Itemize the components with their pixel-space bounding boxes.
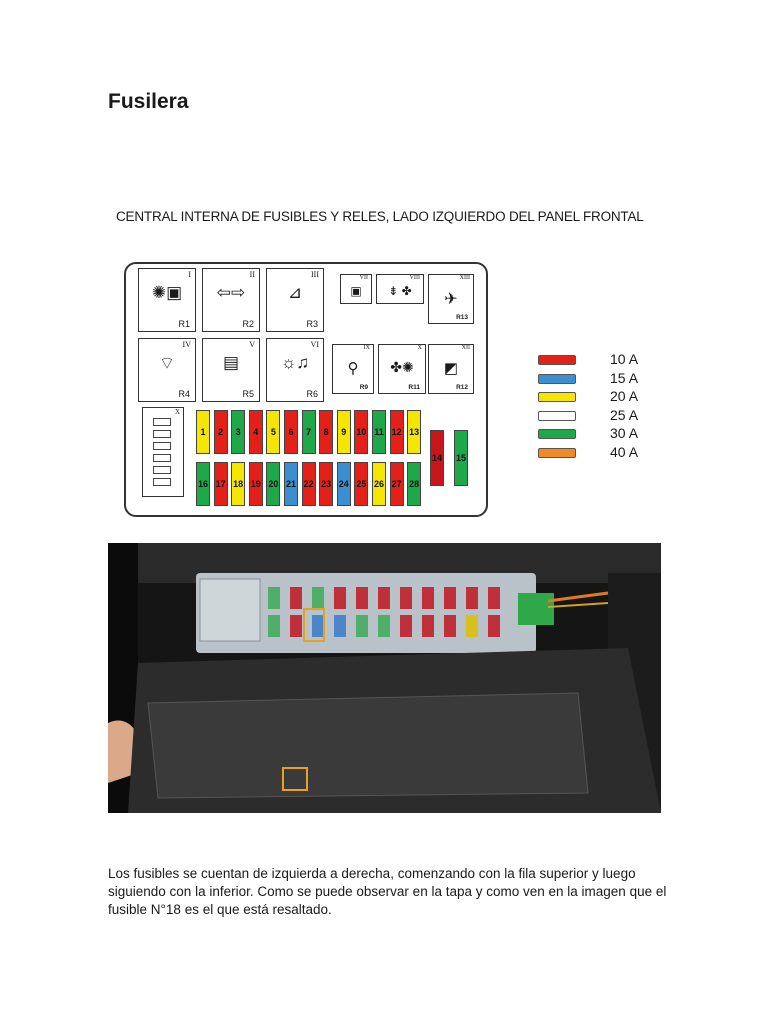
fan-icon: ⇟ ✤: [388, 284, 412, 298]
photo-fuse: [422, 587, 434, 609]
fuse-number: 3: [235, 427, 241, 437]
legend-swatch: [538, 448, 576, 458]
fuse-number: 8: [323, 427, 329, 437]
photo-fuse: [400, 587, 412, 609]
seat-icon: ⚲: [347, 360, 359, 377]
relay-label: R12: [456, 384, 468, 391]
legend-label: 30 A: [610, 425, 639, 441]
fuse-number: 10: [356, 427, 367, 437]
fuse-25: [354, 462, 368, 506]
fuse-box-photo: [108, 543, 661, 813]
relay-roman: III: [311, 270, 319, 279]
relay-roman: VI: [310, 340, 319, 349]
relay-r11: [378, 344, 426, 394]
fuse-7: [302, 410, 316, 454]
fuse-number: 17: [215, 479, 226, 489]
fuse-28: [407, 462, 421, 506]
photo-fuse: [312, 587, 324, 609]
relay-label: R2: [242, 319, 254, 329]
legend-label: 25 A: [610, 406, 639, 423]
relay-pin: [153, 478, 171, 486]
legend-swatch: [538, 392, 576, 402]
fuse-number: 11: [374, 427, 384, 437]
fuse-number: 2: [218, 427, 224, 437]
fan-sun-icon: ✤✺: [390, 359, 414, 375]
fuse-12: [390, 410, 404, 454]
photo-fuse: [466, 587, 478, 609]
relay-pin: [153, 442, 171, 450]
relay-roman: XIII: [459, 275, 470, 281]
photo-fuse: [334, 587, 346, 609]
relay-r8: [376, 274, 424, 304]
relay-pin: [153, 454, 171, 462]
fuse-5: [266, 410, 280, 454]
photo-fuse: [356, 587, 368, 609]
legend-swatch: [538, 411, 576, 421]
photo-fuse: [466, 615, 478, 637]
fuse-panel: [124, 262, 488, 517]
legend-label: 10 A: [610, 351, 639, 367]
windshield-wiper-icon: ⌔: [159, 354, 175, 373]
fuse-19: [249, 462, 263, 506]
fuse-number: 12: [391, 427, 402, 437]
relay-x: [142, 407, 184, 497]
fuse-number: 9: [341, 427, 347, 437]
fuse-2: [214, 410, 228, 454]
fuse-number: 28: [409, 479, 420, 489]
relay-r3: [266, 268, 324, 332]
rear-wiper-icon: ⊿: [287, 283, 303, 302]
relay-roman: VII: [359, 275, 368, 281]
fuse-number: 26: [373, 479, 384, 489]
fuse-number: 24: [338, 479, 349, 489]
fuse-number: 1: [200, 427, 206, 437]
relay-roman: II: [249, 270, 255, 279]
relay-r7: [340, 274, 372, 304]
fuse-10: [354, 410, 368, 454]
light-bell-icon: ☼♫: [280, 353, 310, 372]
relay-roman: XII: [461, 345, 470, 351]
relay-roman: IV: [182, 340, 191, 349]
relay-label: R11: [408, 384, 420, 391]
photo-fuse: [290, 615, 302, 637]
relay-roman: I: [188, 270, 191, 279]
photo-fuse: [488, 615, 500, 637]
fuse-number: 15: [455, 453, 466, 463]
relay-r12: [428, 344, 474, 394]
legend-swatch: [538, 374, 576, 384]
fuse-number: 20: [268, 479, 279, 489]
fuse-13: [407, 410, 421, 454]
relay-label: R9: [359, 384, 368, 391]
relay-label: R6: [306, 389, 318, 399]
relay-pin: [153, 466, 171, 474]
photo-fuse: [444, 587, 456, 609]
diagram-heading: CENTRAL INTERNA DE FUSIBLES Y RELES, LADO IZQUIERDO DEL PANEL FRONTAL: [116, 209, 644, 224]
photo-fuse: [290, 587, 302, 609]
relay-roman: X: [174, 408, 180, 416]
fuse-22: [302, 462, 316, 506]
fuse-27: [390, 462, 404, 506]
photo-fuse: [268, 615, 280, 637]
fuse-number: 27: [391, 479, 402, 489]
fuse-number: 21: [285, 479, 296, 489]
fuse-18: [231, 462, 245, 506]
relay-label: R4: [178, 389, 190, 399]
hazard-arrows-icon: ⇦⇨: [216, 283, 246, 302]
relay-roman: X: [417, 345, 422, 351]
photo-fuse: [334, 615, 346, 637]
fuse-26: [372, 462, 386, 506]
fuse-number: 13: [409, 427, 420, 437]
window-icon: ◩: [443, 360, 459, 377]
legend-swatch: [538, 355, 576, 365]
relay-roman: VIII: [409, 275, 420, 281]
relay-r2: [202, 268, 260, 332]
fog-light-icon: ▣: [350, 284, 362, 298]
fuse-number: 22: [303, 479, 314, 489]
photo-fuse: [400, 615, 412, 637]
relay-pin: [153, 418, 171, 426]
fuse-15: [454, 430, 468, 486]
legend-swatch: [538, 429, 576, 439]
photo-fuse: [312, 615, 324, 637]
relay-r1: [138, 268, 196, 332]
legend-label: 15 A: [610, 369, 639, 386]
fuse-number: 14: [431, 453, 442, 463]
fuse-24: [337, 462, 351, 506]
relay-r13: [428, 274, 474, 324]
fuse-number: 16: [197, 479, 208, 489]
fuse-1: [196, 410, 210, 454]
relay-label: R1: [178, 319, 190, 329]
relay-r9: [332, 344, 374, 394]
fuse-6: [284, 410, 298, 454]
relay-r5: [202, 338, 260, 402]
fuse-21: [284, 462, 298, 506]
rear-defrost-icon: ▤: [222, 353, 240, 372]
fuse-box-photo-image: [108, 543, 661, 813]
fuse-number: 5: [270, 427, 276, 437]
photo-fuse: [268, 587, 280, 609]
airbag-icon: ✈: [444, 291, 458, 308]
fuse-number: 7: [306, 427, 312, 437]
photo-fuse: [444, 615, 456, 637]
relay-r6: [266, 338, 324, 402]
relay-roman: IX: [363, 345, 370, 351]
body-paragraph: Los fusibles se cuentan de izquierda a derecha, comenzando con la fila superior y luego siguiendo con la inferior. Como se puede observar en la tapa y como ven en la imagen que el fusible N°18 es el que está resaltado.: [108, 866, 667, 917]
legend-label: 40 A: [610, 443, 639, 460]
sun-light-icon: ✺▣: [151, 283, 183, 302]
relay-pin: [153, 430, 171, 438]
fuse-number: 18: [233, 479, 244, 489]
photo-fuse: [488, 587, 500, 609]
fuse-9: [337, 410, 351, 454]
legend-label: 20 A: [610, 388, 639, 404]
fuse-diagram: [108, 200, 648, 530]
relay-label: R5: [242, 389, 254, 399]
fuse-3: [231, 410, 245, 454]
fuse-number: 4: [253, 427, 259, 437]
relay-r4: [138, 338, 196, 402]
relay-label: R3: [306, 319, 318, 329]
relay-roman: V: [249, 340, 255, 349]
fuse-number: 25: [356, 479, 367, 489]
fuse-4: [249, 410, 263, 454]
fuse-number: 6: [288, 427, 294, 437]
fuse-16: [196, 462, 210, 506]
relay-label: R13: [456, 314, 468, 321]
fuse-14: [430, 430, 444, 486]
photo-fuse: [422, 615, 434, 637]
fuse-17: [214, 462, 228, 506]
fuse-number: 19: [250, 479, 261, 489]
photo-fuse: [378, 615, 390, 637]
fuse-number: 23: [321, 479, 332, 489]
photo-fuse: [378, 587, 390, 609]
fuse-8: [319, 410, 333, 454]
fuse-11: [372, 410, 386, 454]
page-title: Fusilera: [108, 90, 189, 113]
fuse-23: [319, 462, 333, 506]
fuse-20: [266, 462, 280, 506]
photo-fuse: [356, 615, 368, 637]
